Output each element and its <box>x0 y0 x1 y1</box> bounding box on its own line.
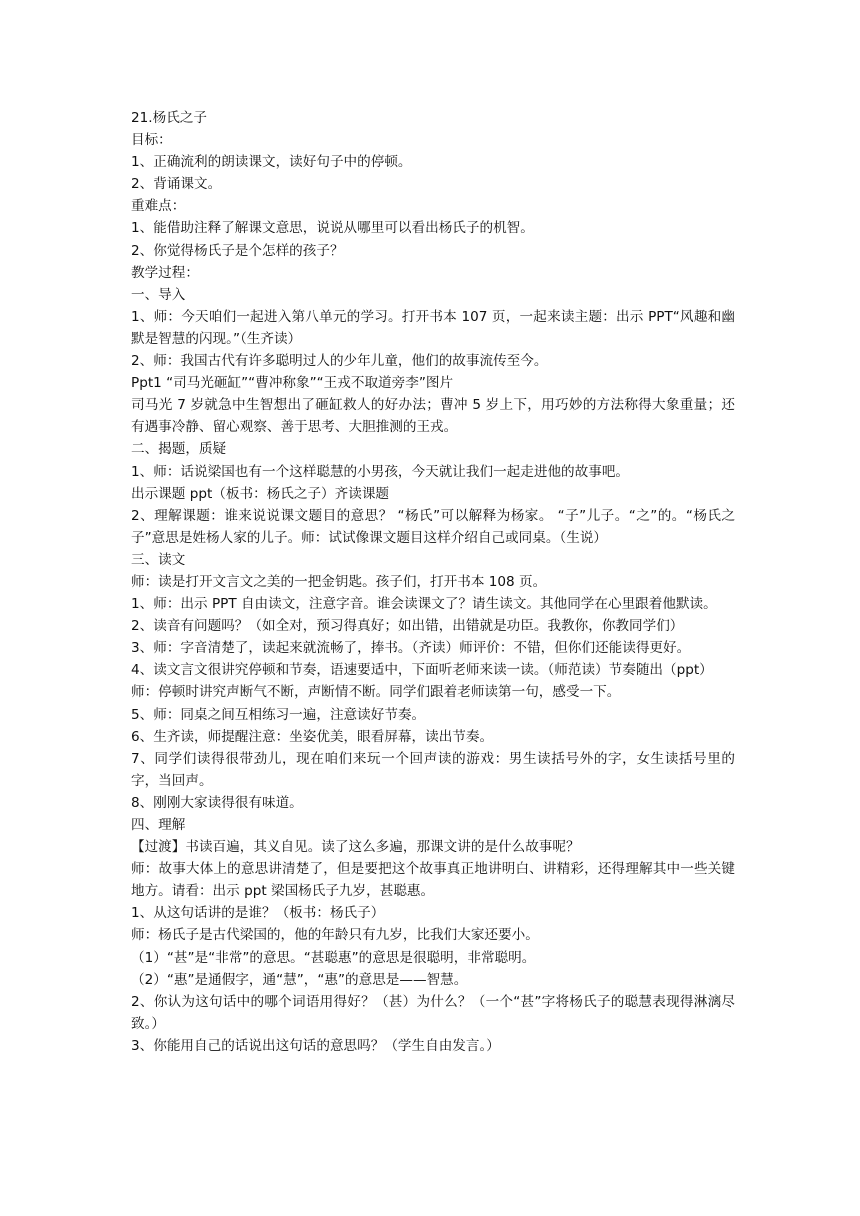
paragraph: 8、刚刚大家读得很有味道。 <box>131 794 303 811</box>
paragraph: 师：杨氏子是古代梁国的，他的年龄只有九岁，比我们大家还要小。 <box>131 927 539 944</box>
paragraph: 出示课题 ppt（板书：杨氏之子）齐读课题 <box>131 485 390 502</box>
paragraph: 1、师：今天咱们一起进入第八单元的学习。打开书本 107 页，一起来读主题：出示 PPT“风趣和幽默是智慧的闪现。”（生齐读） <box>131 308 735 347</box>
paragraph: 1、师：出示 PPT 自由读文，注意字音。谁会读课文了？请生读文。其他同学在心里跟着他默读。 <box>131 596 717 613</box>
paragraph: 2、理解课题：谁来说说课文题目的意思？ “杨氏”可以解释为杨家。 “子”儿子。“之”的。“杨氏之子”意思是姓杨人家的儿子。师：试试像课文题目这样介绍自己或同桌。（生说） <box>131 507 735 546</box>
paragraph: 2、你觉得杨氏子是个怎样的孩子？ <box>131 242 344 259</box>
paragraph: 师：停顿时讲究声断气不断，声断情不断。同学们跟着老师读第一句，感受一下。 <box>131 684 621 701</box>
paragraph: 7、同学们读得很带劲儿，现在咱们来玩一个回声读的游戏：男生读括号外的字，女生读括号里的字，当回声。 <box>131 750 735 789</box>
paragraph: 司马光 7 岁就急中生智想出了砸缸救人的好办法；曹冲 5 岁上下，用巧妙的方法称得大象重量；还有遇事冷静、留心观察、善于思考、大胆推测的王戎。 <box>131 397 735 436</box>
paragraph: 5、师：同桌之间互相练习一遍，注意读好节奏。 <box>131 706 426 723</box>
paragraph: 1、能借助注释了解课文意思，说说从哪里可以看出杨氏子的机智。 <box>131 220 534 237</box>
section-heading-understanding: 四、理解 <box>131 817 186 833</box>
paragraph: 1、从这句话讲的是谁？（板书：杨氏子） <box>131 905 385 922</box>
paragraph: 3、师：字音清楚了，读起来就流畅了，捧书。（齐读）师评价：不错，但你们还能读得更好。 <box>131 640 691 657</box>
section-heading-goals: 目标： <box>131 132 172 149</box>
paragraph: 【过渡】书读百遍，其义自见。读了这么多遍，那课文讲的是什么故事呢？ <box>131 839 580 856</box>
section-heading-intro: 一、导入 <box>131 286 186 303</box>
paragraph: 1、正确流利的朗读课文，读好句子中的停顿。 <box>131 154 412 171</box>
section-heading-reveal: 二、揭题，质疑 <box>131 441 227 458</box>
paragraph: 师：故事大体上的意思讲清楚了，但是要把这个故事真正地讲明白、讲精彩，还得理解其中一些关键地方。请看：出示 ppt 梁国杨氏子九岁，甚聪惠。 <box>131 861 735 900</box>
paragraph: Ppt1 “司马光砸缸”“曹冲称象”“王戎不取道旁李”图片 <box>131 375 454 392</box>
paragraph: 2、师：我国古代有许多聪明过人的少年儿童，他们的故事流传至今。 <box>131 353 548 370</box>
document-title: 21.杨氏之子 <box>131 110 207 126</box>
paragraph: 师：读是打开文言文之美的一把金钥匙。孩子们，打开书本 108 页。 <box>131 573 547 590</box>
document-body <box>131 107 735 1057</box>
paragraph: 4、读文言文很讲究停顿和节奏，语速要适中，下面听老师来读一读。（师范读）节奏随出（ppt） <box>131 662 713 679</box>
paragraph: 6、生齐读，师提醒注意：坐姿优美，眼看屏幕，读出节奏。 <box>131 728 494 745</box>
section-heading-reading: 三、读文 <box>131 551 186 568</box>
paragraph: 2、读音有问题吗？（如全对，预习得真好；如出错，出错就是功臣。我教你，你教同学们） <box>131 618 684 635</box>
paragraph: 1、师：话说梁国也有一个这样聪慧的小男孩，今天就让我们一起走进他的故事吧。 <box>131 463 630 480</box>
paragraph: 2、你认为这句话中的哪个词语用得好？（甚）为什么？（一个“甚”字将杨氏子的聪慧表现得淋漓尽致。） <box>131 993 735 1032</box>
paragraph: （1）“甚”是“非常”的意思。“甚聪惠”的意思是很聪明，非常聪明。 <box>131 949 536 966</box>
section-heading-key-points: 重难点： <box>131 198 186 215</box>
paragraph: （2）“惠”是通假字，通“慧”，“惠”的意思是——智慧。 <box>131 971 468 988</box>
section-heading-process: 教学过程： <box>131 264 199 281</box>
paragraph: 2、背诵课文。 <box>131 176 222 193</box>
paragraph: 3、你能用自己的话说出这句话的意思吗？（学生自由发言。） <box>131 1037 500 1054</box>
